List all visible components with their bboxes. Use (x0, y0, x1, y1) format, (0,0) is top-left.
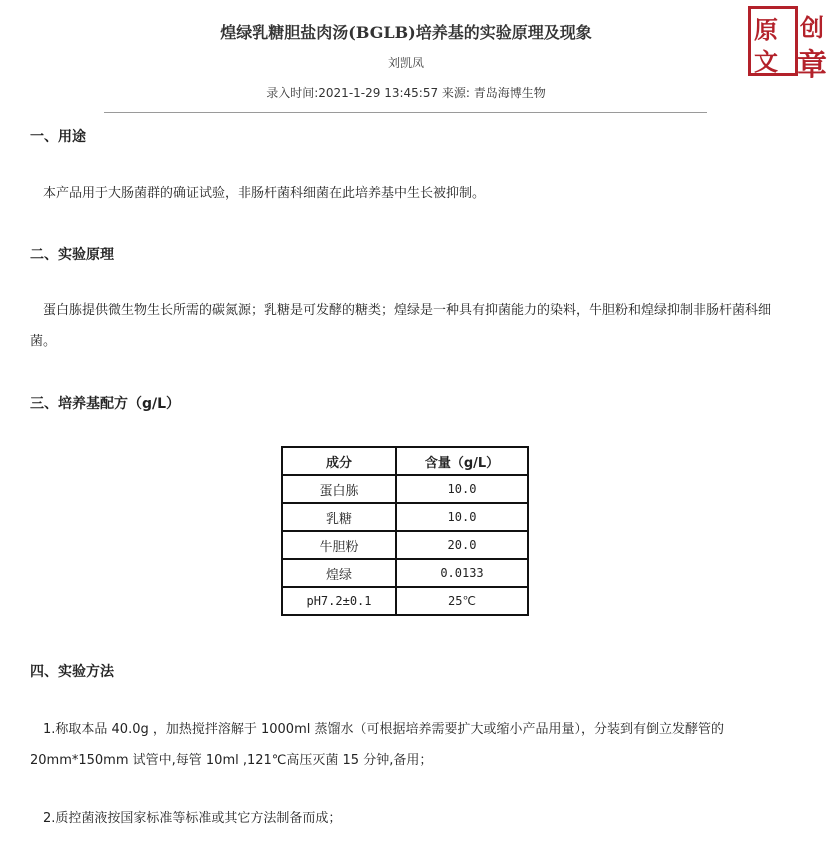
section-text-usage: 本产品用于大肠菌群的确证试验，非肠杆菌科细菌在此培养基中生长被抑制。 (43, 186, 486, 201)
table-row (282, 475, 528, 503)
table-cell-ingredient: 蛋白胨 (282, 475, 396, 503)
title-divider (104, 112, 707, 113)
article-title: 煌绿乳糖胆盐肉汤(BGLB)培养基的实验原理及现象 (220, 23, 592, 42)
section-text-principle: 蛋白胨提供微生物生长所需的碳氮源；乳糖是可发酵的糖类；煌绿是一种具有抑菌能力的染料，牛胆粉和煌绿抑制非肠杆菌科细菌。 (30, 303, 772, 349)
table-cell-amount: 10.0 (396, 503, 528, 531)
article-meta: 录入时间:2021-1-29 13:45:57 来源: 青岛海博生物 (266, 86, 546, 100)
method-step-1: 1.称取本品 40.0g ，加热搅拌溶解于 1000ml 蒸馏水（可根据培养需要扩大或缩小产品用量），分装到有倒立发酵管的20mm*150mm 试管中,每管 10ml ,121℃高压灭菌 15 分钟,备用； (30, 722, 724, 768)
stamp-char-zhang: 章 (797, 48, 827, 83)
table-cell-ingredient: 煌绿 (282, 559, 396, 587)
original-article-stamp (745, 0, 825, 86)
table-header-row (282, 447, 528, 475)
table-header-ingredient: 成分 (282, 447, 396, 475)
table-cell-amount: 10.0 (396, 475, 528, 503)
table-header-amount: 含量（g/L） (396, 447, 528, 475)
table-cell-ingredient: 乳糖 (282, 503, 396, 531)
stamp-char-wen: 文 (754, 47, 778, 76)
table-cell-ingredient: pH7.2±0.1 (282, 587, 396, 615)
method-step-2: 2.质控菌液按国家标准等标准或其它方法制备而成； (43, 811, 342, 826)
section-heading-formula: 三、培养基配方（g/L） (30, 396, 181, 412)
table-row (282, 559, 528, 587)
section-heading-principle: 二、实验原理 (30, 247, 114, 263)
article-author: 刘凯凤 (387, 56, 424, 70)
formula-table (281, 446, 529, 616)
table-row (282, 531, 528, 559)
table-cell-amount: 25℃ (396, 587, 528, 615)
section-heading-usage: 一、用途 (30, 129, 86, 145)
table-cell-ingredient: 牛胆粉 (282, 531, 396, 559)
section-heading-method: 四、实验方法 (30, 664, 114, 680)
table-row (282, 503, 528, 531)
table-cell-amount: 20.0 (396, 531, 528, 559)
table-row (282, 587, 528, 615)
table-cell-amount: 0.0133 (396, 559, 528, 587)
stamp-char-yuan: 原 (754, 15, 778, 44)
stamp-char-chuang: 创 (800, 13, 824, 42)
